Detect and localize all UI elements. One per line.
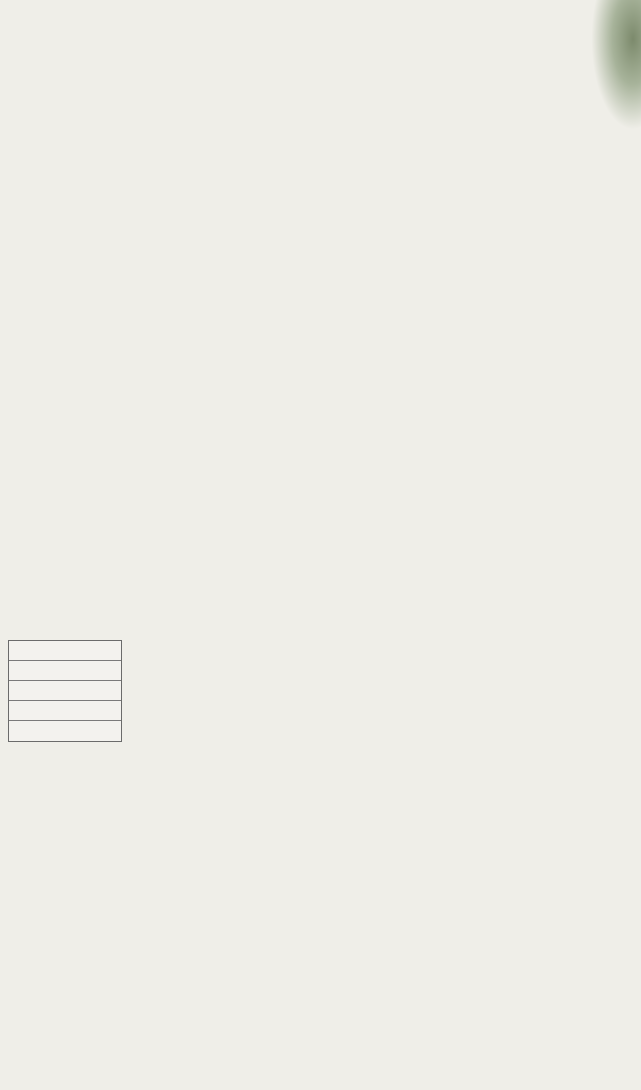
page-corner-stain xyxy=(591,0,641,130)
barcode-bars xyxy=(55,1020,205,1068)
barcode xyxy=(55,1020,205,1070)
stamp-row xyxy=(9,701,121,721)
library-stamp xyxy=(8,640,122,742)
stamp-row xyxy=(9,721,121,740)
stamp-row xyxy=(9,641,121,661)
page-body xyxy=(60,96,622,106)
stamp-row xyxy=(9,681,121,701)
stamp-row xyxy=(9,661,121,681)
